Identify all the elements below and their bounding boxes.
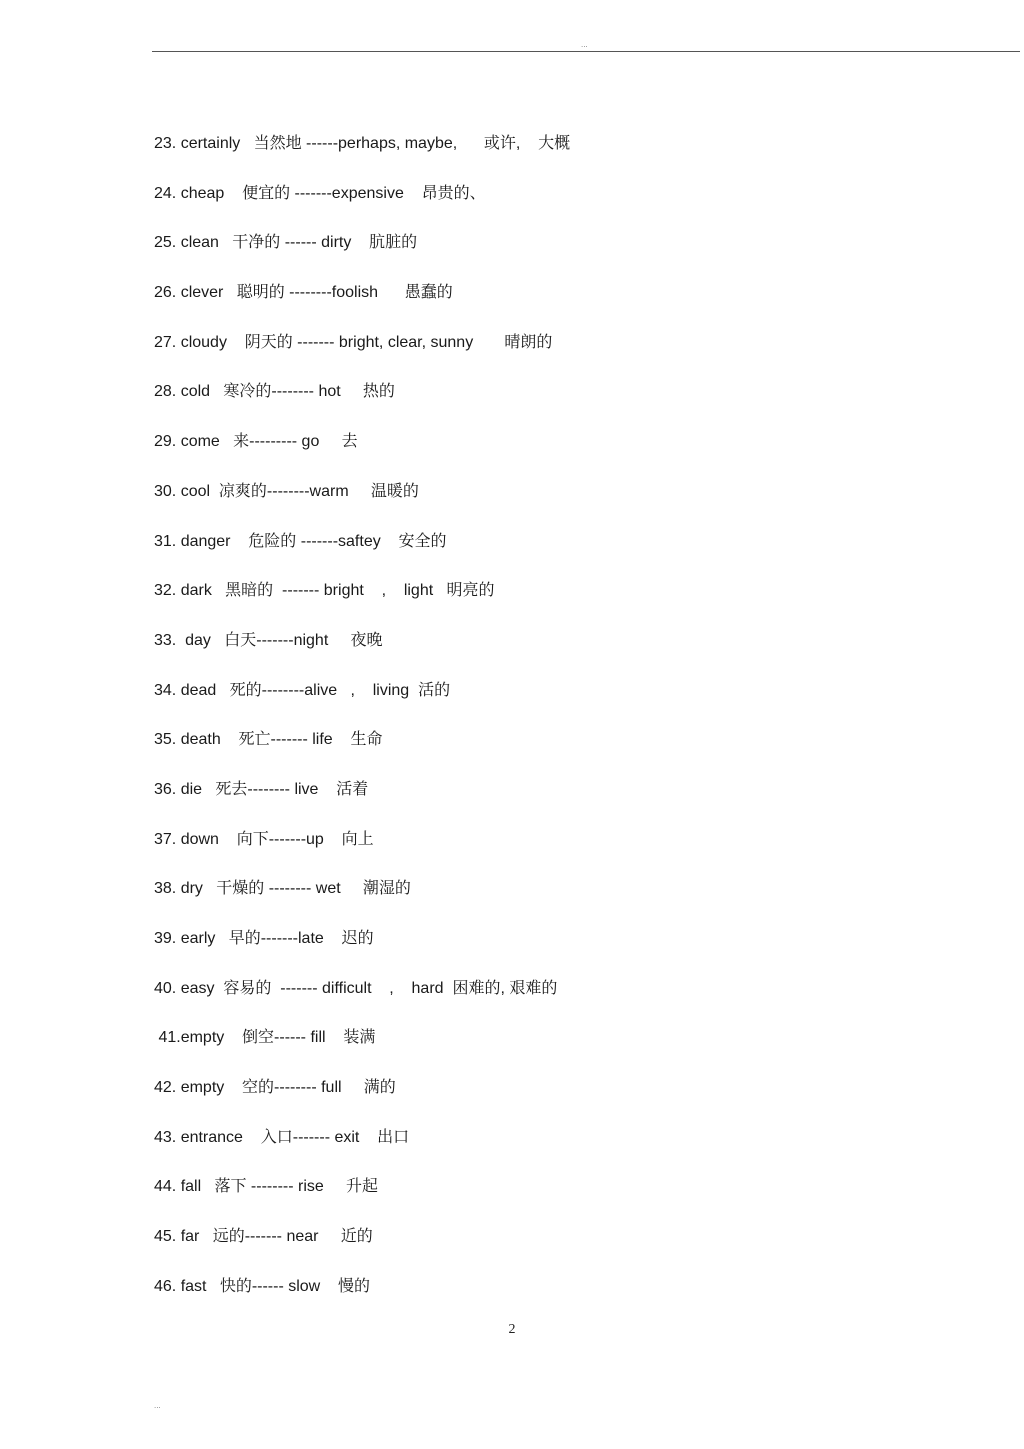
- footer-mark: ...: [154, 1401, 161, 1410]
- vocabulary-entry: 39. early 早的-------late 迟的: [154, 930, 374, 947]
- header-mark: ...: [581, 40, 588, 49]
- vocabulary-entry: 44. fall 落下 -------- rise 升起: [154, 1178, 379, 1196]
- vocabulary-entry: 34. dead 死的--------alive , living 活的: [154, 681, 451, 699]
- vocabulary-entry: 45. far 远的------- near 近的: [154, 1228, 373, 1246]
- vocabulary-entry: 42. empty 空的-------- full 满的: [154, 1079, 396, 1097]
- vocabulary-list: [154, 133, 570, 1326]
- vocabulary-entry: 37. down 向下-------up 向上: [154, 830, 374, 848]
- vocabulary-entry: 33. day 白天-------night 夜晚: [154, 631, 383, 649]
- vocabulary-entry: 30. cool 凉爽的--------warm 温暖的: [154, 482, 419, 500]
- vocabulary-entry: 29. come 来--------- go 去: [154, 433, 358, 451]
- vocabulary-entry: 23. certainly 当然地 ------perhaps, maybe, 或许, 大概: [154, 135, 571, 152]
- vocabulary-entry: 31. danger 危险的 -------saftey 安全的: [154, 532, 447, 550]
- vocabulary-entry: 41.empty 倒空------ fill 装满: [154, 1029, 376, 1047]
- vocabulary-entry: 46. fast 快的------ slow 慢的: [154, 1277, 371, 1295]
- vocabulary-entry: 43. entrance 入口------- exit 出口: [154, 1128, 410, 1146]
- page-number: 2: [508, 1322, 516, 1337]
- header-rule: [152, 51, 1020, 52]
- vocabulary-entry: 26. clever 聪明的 --------foolish 愚蠢的: [154, 284, 453, 302]
- vocabulary-entry: 36. die 死去-------- live 活着: [154, 780, 369, 798]
- vocabulary-entry: 28. cold 寒冷的-------- hot 热的: [154, 383, 395, 401]
- vocabulary-entry: 35. death 死亡------- life 生命: [154, 731, 383, 749]
- vocabulary-entry: 32. dark 黑暗的 ------- bright , light 明亮的: [154, 582, 495, 600]
- vocabulary-entry: 24. cheap 便宜的 -------expensive 昂贵的、: [154, 184, 486, 202]
- vocabulary-entry: 27. cloudy 阴天的 ------- bright, clear, sunny 晴朗的: [154, 333, 553, 351]
- vocabulary-entry: 40. easy 容易的 ------- difficult , hard 困难的, 艰难的: [154, 979, 558, 997]
- vocabulary-entry: 38. dry 干燥的 -------- wet 潮湿的: [154, 880, 411, 898]
- vocabulary-entry: 25. clean 干净的 ------ dirty 肮脏的: [154, 234, 418, 252]
